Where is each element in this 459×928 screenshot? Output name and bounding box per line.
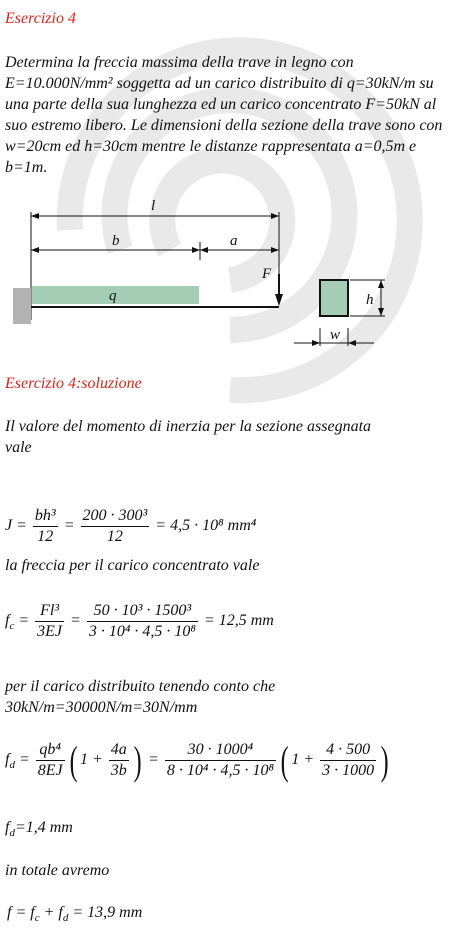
exercise-title: Esercizio 4: [5, 10, 76, 27]
equation-fd: $f_d$ = $\frac{\text{qb⁴}}{8EJ}$ ( 1 + $\frac{4a}{3b}$ ) = $\frac{\text{30 · 1000⁴}}{\text{8 · 10⁴ · 4,5 · 10⁸}}$ ( 1 + $\frac{4 \cdot 500}{3 \cdot 1000}$ ): [5, 737, 389, 783]
label-q: q: [109, 288, 117, 304]
eq-fd-f4-den: 3 · 1000: [322, 762, 375, 779]
fd-result-main: f: [5, 819, 10, 836]
eq-fc-lhs: f: [5, 612, 10, 630]
eq-fc-f1-den: 3EJ: [37, 623, 63, 640]
eq-total-plus: + f: [39, 904, 63, 921]
eq-j-f2-den: 12: [106, 528, 123, 545]
label-F: F: [262, 266, 272, 282]
solution-title: Esercizio 4:soluzione: [5, 375, 142, 392]
eq-fd-f2-den: 3b: [110, 762, 127, 779]
eq-j-f2-num: 200 · 300³: [81, 506, 150, 527]
label-b: b: [112, 233, 120, 249]
beam-diagram: [0, 190, 459, 360]
eq-total-result: = 13,9 mm: [68, 904, 143, 921]
eq-fc-f2-num: 50 · 10³ · 1500³: [87, 601, 198, 622]
eq-fd-f1-den: 8EJ: [37, 762, 63, 779]
fd-result: [5, 817, 73, 838]
eq-total-f: f: [7, 904, 12, 921]
eq-j-lhs: J =: [5, 517, 27, 535]
eq-fd-f3-den: 8 · 10⁴ · 4,5 · 10⁸: [166, 762, 274, 779]
eq-fd-lhs: f: [5, 751, 10, 769]
eq-fd-f2-num: 4a: [109, 740, 129, 761]
eq-j-f1-num: bh³: [33, 506, 58, 527]
fd-result-rest: =1,4 mm: [14, 819, 73, 836]
label-a: a: [230, 233, 238, 249]
eq-fc-f1-num: Fl³: [35, 601, 64, 622]
eq-fc-result: = 12,5 mm: [203, 612, 274, 630]
fd-result-sub: d: [9, 827, 15, 839]
eq-total-sub1: c: [34, 912, 40, 924]
eq-fc-f2-den: 3 · 10⁴ · 4,5 · 10⁸: [88, 623, 196, 640]
eq-fd-p1: 1 +: [79, 751, 103, 769]
equation-fc: $f_c$ = $\frac{\text{Fl³}}{3EJ}$ = $\frac{\text{50 · 10³ · 1500³}}{\text{3 · 10⁴ · 4,5 · 10⁸}}$ = 12,5 mm: [5, 602, 274, 640]
label-w: w: [330, 327, 341, 343]
eq-j-f1-den: 12: [37, 528, 54, 545]
eq-fd-lhs-sub: d: [9, 759, 15, 772]
text-concentrated: la freccia per il carico concentrato vale: [5, 557, 260, 574]
exercise-text: Determina la freccia massima della trave in legno con E=10.000N/mm² soggetta ad un carico distribuito di q=30kN/m su una parte della sua lunghezza ed un carico concentrato F=50kN al suo estremo libero. Le dimensioni della sezione della trave sono con w=20cm ed h=30cm mentre le distanze rappresentata a=0,5m e b=1m.: [5, 54, 443, 176]
text-distributed: per il carico distribuito tenendo conto che 30kN/m=30000N/m=30N/mm: [5, 678, 276, 716]
solution-intro: Il valore del momento di inerzia per la sezione assegnata vale: [5, 418, 372, 456]
eq-total-eq: = f: [11, 904, 35, 921]
eq-fc-lhs-sub: c: [9, 620, 15, 633]
equation-total: [7, 904, 142, 922]
text-total: in totale avremo: [5, 862, 110, 879]
eq-fd-f4-num: 4 · 500: [320, 740, 376, 761]
label-h: h: [366, 292, 374, 308]
label-l: l: [151, 198, 156, 214]
eq-total-sub2: d: [62, 912, 69, 924]
eq-fd-f3-num: 30 · 1000⁴: [165, 740, 276, 761]
eq-fd-f1-num: qb⁴: [36, 740, 65, 761]
equation-moment-of-inertia: J = $\frac{\text{bh³}}{12}$ = $\frac{\text{200 · 300³}}{12}$ = 4,5 · 10⁸ mm⁴: [5, 507, 257, 545]
eq-j-result: = 4,5 · 10⁸ mm⁴: [155, 517, 257, 535]
eq-fd-p2: 1 +: [291, 751, 315, 769]
